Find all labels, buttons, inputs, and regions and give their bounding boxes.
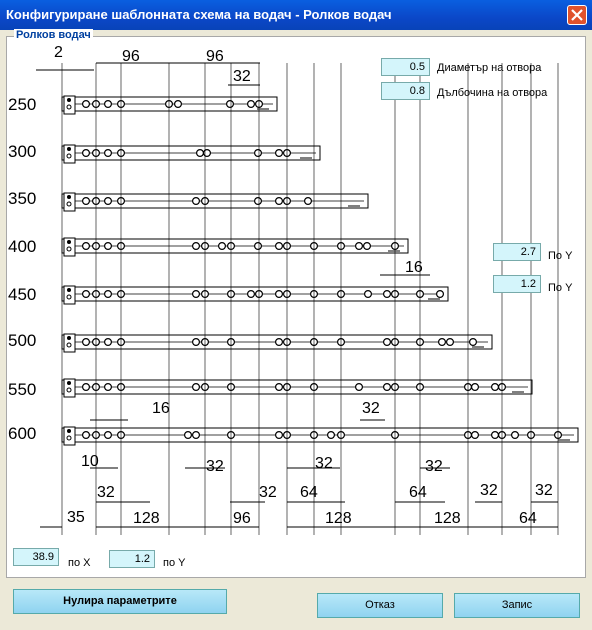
reset-parameters-button[interactable]: Нулира параметрите xyxy=(13,589,227,614)
mounting-hole xyxy=(227,101,234,108)
mounting-hole xyxy=(472,432,479,439)
end-cap-hole xyxy=(67,195,71,199)
dim-top-2: 2 xyxy=(54,44,63,61)
row-label-500: 500 xyxy=(8,331,37,350)
mounting-hole xyxy=(83,384,90,391)
row-label-350: 350 xyxy=(8,189,37,208)
dim-right-16: 16 xyxy=(405,259,423,276)
y-offset-field-1[interactable]: 2.7 xyxy=(493,243,541,261)
dim-b2-32c: 32 xyxy=(480,482,498,499)
hole-depth-field[interactable]: 0.8 xyxy=(381,82,430,100)
y-offset-field-2[interactable]: 1.2 xyxy=(493,275,541,293)
mounting-hole xyxy=(193,291,200,298)
end-cap-hole xyxy=(67,240,71,244)
mounting-hole xyxy=(472,384,479,391)
mounting-hole xyxy=(193,432,200,439)
mounting-hole xyxy=(276,432,283,439)
cancel-button[interactable]: Отказ xyxy=(317,593,443,618)
mounting-hole xyxy=(105,384,112,391)
mounting-hole xyxy=(105,243,112,250)
mounting-hole xyxy=(83,432,90,439)
dim-b1-32c: 32 xyxy=(425,458,443,475)
mounting-hole xyxy=(248,101,255,108)
base-x-label: по X xyxy=(68,557,91,569)
mounting-hole xyxy=(492,432,499,439)
mounting-hole xyxy=(193,243,200,250)
row-label-300: 300 xyxy=(8,142,37,161)
mounting-hole xyxy=(492,384,499,391)
mounting-hole xyxy=(384,291,391,298)
frame-label: Ролков водач xyxy=(16,29,91,41)
mounting-hole xyxy=(276,150,283,157)
mounting-hole xyxy=(193,384,200,391)
dim-b1-10: 10 xyxy=(81,453,99,470)
save-button[interactable]: Запис xyxy=(454,593,580,618)
mounting-hole xyxy=(83,150,90,157)
mounting-hole xyxy=(305,198,312,205)
row-label-550: 550 xyxy=(8,380,37,399)
mounting-hole xyxy=(193,339,200,346)
mounting-hole xyxy=(105,291,112,298)
dim-b2-64a: 64 xyxy=(300,484,318,501)
end-cap-hole xyxy=(67,429,71,433)
base-y-field[interactable]: 1.2 xyxy=(109,550,155,568)
mounting-hole xyxy=(248,291,255,298)
mounting-hole xyxy=(276,243,283,250)
mounting-hole xyxy=(365,291,372,298)
mounting-hole xyxy=(439,339,446,346)
dim-b2-32a: 32 xyxy=(97,484,115,501)
mounting-hole xyxy=(175,101,182,108)
end-cap-hole xyxy=(67,147,71,151)
dim-b3-35: 35 xyxy=(67,509,85,526)
dim-b3-128a: 128 xyxy=(133,510,160,527)
mounting-hole xyxy=(437,291,444,298)
mounting-hole xyxy=(384,384,391,391)
dim-b3-128c: 128 xyxy=(434,510,461,527)
dim-left-16: 16 xyxy=(152,400,170,417)
mounting-hole xyxy=(356,243,363,250)
end-cap-hole xyxy=(67,381,71,385)
mounting-hole xyxy=(276,339,283,346)
mounting-hole xyxy=(105,432,112,439)
mounting-hole xyxy=(105,150,112,157)
row-label-400: 400 xyxy=(8,237,37,256)
dim-b2-64b: 64 xyxy=(409,484,427,501)
mounting-hole xyxy=(255,243,262,250)
row-label-250: 250 xyxy=(8,95,37,114)
base-x-field[interactable]: 38.9 xyxy=(13,548,59,566)
hole-diameter-label: Диаметър на отвора xyxy=(437,62,542,74)
end-cap-hole xyxy=(67,98,71,102)
y-offset-label-1: По Y xyxy=(548,250,573,262)
mounting-hole xyxy=(83,198,90,205)
mounting-hole xyxy=(105,198,112,205)
row-label-600: 600 xyxy=(8,424,37,443)
mounting-hole xyxy=(185,432,192,439)
base-y-label: по Y xyxy=(163,557,186,569)
mounting-hole xyxy=(384,339,391,346)
mounting-hole xyxy=(83,243,90,250)
mounting-hole xyxy=(364,243,371,250)
mounting-hole xyxy=(204,150,211,157)
window-title: Конфигуриране шаблонната схема на водач - Ролков водач xyxy=(6,7,392,22)
mounting-hole xyxy=(83,291,90,298)
mounting-hole xyxy=(328,432,335,439)
dim-b2-32d: 32 xyxy=(535,482,553,499)
dim-top-96a: 96 xyxy=(122,48,140,65)
end-cap-hole xyxy=(67,336,71,340)
mounting-hole xyxy=(219,243,226,250)
end-cap-hole xyxy=(67,288,71,292)
mounting-hole xyxy=(83,339,90,346)
row-label-450: 450 xyxy=(8,285,37,304)
mounting-hole xyxy=(470,339,477,346)
mounting-hole xyxy=(83,101,90,108)
mounting-hole xyxy=(276,291,283,298)
dim-b3-128b: 128 xyxy=(325,510,352,527)
dim-mid-32: 32 xyxy=(362,400,380,417)
mounting-hole xyxy=(255,150,262,157)
dim-top-32: 32 xyxy=(233,68,251,85)
y-offset-label-2: По Y xyxy=(548,282,573,294)
mounting-hole xyxy=(193,198,200,205)
mounting-hole xyxy=(512,432,519,439)
mounting-hole xyxy=(276,198,283,205)
hole-diameter-field[interactable]: 0.5 xyxy=(381,58,430,76)
mounting-hole xyxy=(105,101,112,108)
dim-b3-64: 64 xyxy=(519,510,537,527)
mounting-hole xyxy=(447,339,454,346)
dim-top-96b: 96 xyxy=(206,48,224,65)
dim-b2-32b: 32 xyxy=(259,484,277,501)
mounting-hole xyxy=(255,198,262,205)
dim-b1-32b: 32 xyxy=(315,455,333,472)
dim-b1-32a: 32 xyxy=(206,458,224,475)
mounting-hole xyxy=(105,339,112,346)
dim-b3-96: 96 xyxy=(233,510,251,527)
mounting-hole xyxy=(356,384,363,391)
hole-depth-label: Дълбочина на отвора xyxy=(437,87,548,99)
mounting-hole xyxy=(276,384,283,391)
mounting-hole xyxy=(197,150,204,157)
